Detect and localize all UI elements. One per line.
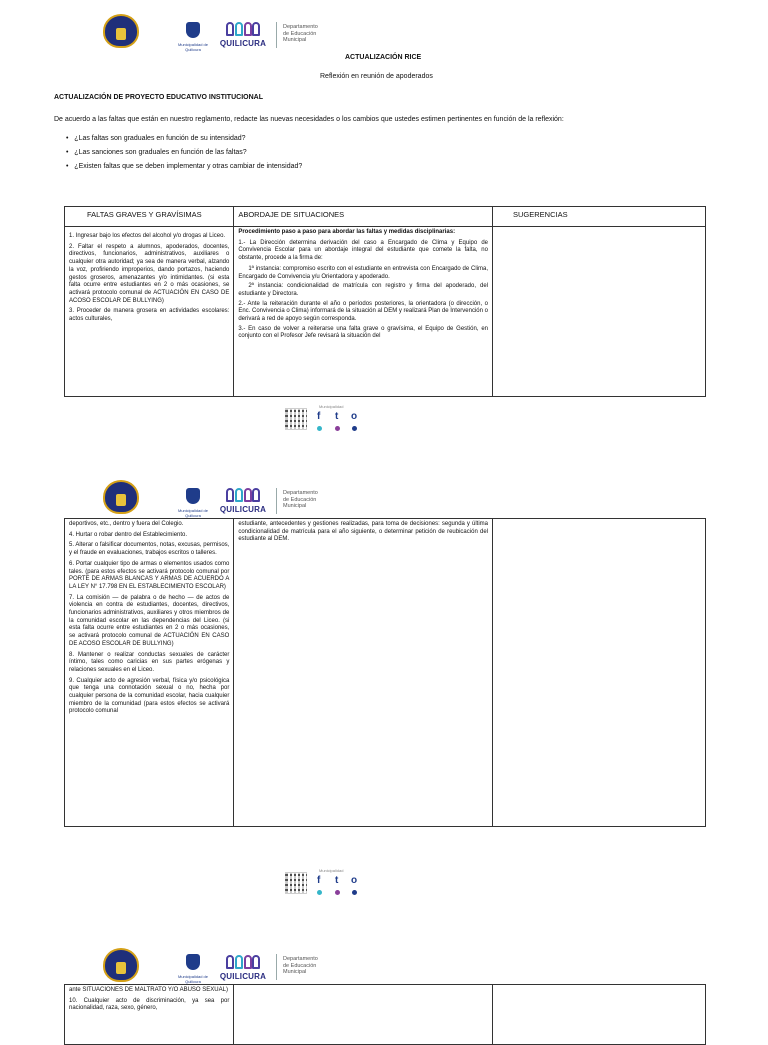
abordaje-cell: estudiante, antecedentes y gestiones realizadas, para toma de decisiones: segunda y última condicionalidad de matrícula para el año siguiente, o determinar petición de reubicación del estudiante al DEM. [234,519,493,827]
quilicura-name: QUILICURA [219,972,267,981]
municipality-logo [176,488,210,522]
table-header-row [65,207,706,227]
header-divider [276,954,277,980]
quilicura-logo [218,20,268,54]
municipality-logo [176,954,210,988]
header-divider [276,488,277,514]
twitter-icon[interactable]: t [335,411,339,422]
list-item: • ¿Las sanciones son graduales en función de las faltas? [66,149,247,156]
rice-table-page-3 [64,984,706,1045]
quilicura-figures-icon [226,486,260,504]
sugerencias-cell[interactable] [493,227,706,397]
page-header [0,948,768,988]
page-header [0,480,768,520]
footer-dot [317,426,322,431]
facebook-icon[interactable]: f [317,411,321,422]
quilicura-name: QUILICURA [219,505,267,514]
instagram-icon[interactable]: o [351,875,358,886]
school-crest-logo [103,948,139,982]
rice-table-page-2 [64,518,706,827]
faltas-cell: deportivos, etc., dentro y fuera del Colegio. 4. Hurtar o robar dentro del Establecimiento. 5. Alterar o falsificar documentos, notas, excusas, permisos, y el fraude en evaluaciones, trabajos escritos o talleres. 6. Portar cualquier tipo de armas o elementos usados como tales. (para estos efectos se activará protocolo comunal por PORTE DE ARMAS BLANCAS Y ARMAS DE ACUERDO A LA LEY N° 17.798 EN EL ESTABLECIMIENTO ESCOLAR) 7. La comisión — de palabra o de hecho — de actos de violencia en contra de estudiantes, docentes, directivos, funcionarios administrativos, auxiliares y otros miembros de la comunidad escolar en las dependencias del Liceo. (si esta falta ocurre entre estudiantes en 2 o más ocasiones, se activará protocolo comunal de ACTUACIÓN EN CASO DE ACOSO ESCOLAR DE BULLYING) 8. Mantener o realizar conductas sexuales de carácter íntimo, tales como caricias en sus partes erógenas y relaciones sexuales en el Liceo. 9. Cualquier acto de agresión verbal, física y/o psicológica que tenga una connotación sexual o no, hecha por cualquier persona de la comunidad escolar, hacia cualquier miembro de la comunidad (para estos efectos se activará protocolo comunal [65,519,234,827]
list-item: • ¿Existen faltas que se deben implementar y otras cambiar de intensidad? [66,163,303,170]
footer-dot [352,890,357,895]
faltas-cell: ante SITUACIONES DE MALTRATO Y/O ABUSO SEXUAL) 10. Cualquier acto de discriminación, ya sea por nacionalidad, raza, sexo, género, [65,985,234,1045]
municipality-shield-icon [186,488,200,504]
page-footer [285,868,365,898]
page-3 [0,940,768,1024]
list-item: • ¿Las faltas son graduales en función de su intensidad? [66,135,246,142]
sugerencias-cell[interactable] [493,519,706,827]
page-footer [285,404,365,434]
document-subtitle: Reflexión en reunión de apoderados [320,73,433,80]
page-header [0,14,768,54]
header-sugerencias: SUGERENCIAS [493,207,706,227]
intro-text: De acuerdo a las faltas que están en nuestro reglamento, redacte las nuevas necesidades o los cambios que ustedes estimen pertinentes en función de la reflexión: [54,116,564,123]
quilicura-logo [218,953,268,987]
table-row [65,985,706,1045]
municipality-text: Municipalidad de Quilicura [177,974,209,984]
footer-label: Municipalidad [319,404,344,409]
municipality-shield-icon [186,22,200,38]
faltas-cell: 1. Ingresar bajo los efectos del alcohol y/o drogas al Liceo. 2. Faltar el respeto a alumnos, apoderados, docentes, directivos, funcionarios, administrativos, auxiliares o cualquier otra autoridad; ya sea de manera verbal, alzando la voz, profiriendo improperios, dando portazos, haciendo gestos groseros, amenazantes y/o intimidantes. (si esta falta ocurre entre estudiantes en 2 o más ocasiones, se activará protocolo comunal de ACTUACIÓN EN CASO DE ACOSO ESCOLAR DE BULLYING) 3. Proceder de manera grosera en actividades escolares: actos culturales, [65,227,234,397]
header-divider [276,22,277,48]
facebook-icon[interactable]: f [317,875,321,886]
department-label: Departamento de Educación Municipal [283,490,318,509]
twitter-icon[interactable]: t [335,875,339,886]
table-row [65,227,706,397]
footer-dot [335,890,340,895]
table-row [65,519,706,827]
municipality-text: Municipalidad de Quilicura [177,42,209,52]
footer-label: Municipalidad [319,868,344,873]
quilicura-name: QUILICURA [219,39,267,48]
abordaje-cell: Procedimiento paso a paso para abordar las faltas y medidas disciplinarias: 1.- La Dirección determina derivación del caso a Encargado de Clima y Equipo de Convivencia Escolar para un abordaje integral del estudiante que comete la falta, no obstante, procede a la firma de: 1ª instancia: compromiso escrito con el estudiante en entrevista con Encargado de Clima, Encargado de Convivencia y/u Orientadora y apoderado. 2ª instancia: condicionalidad de matrícula con registro y firma del apoderado, del estudiante y Directora. 2.- Ante la reiteración durante el año o períodos posteriores, la orientadora (o dirección, o Enc. Convivencia o Clima) informará de la situación al DEM y realizará Plan de Intervención o derivará a red de apoyo según corresponda. 3.- En caso de volver a reiterarse una falta grave o gravísima, el Equipo de Gestión, en conjunto con el Profesor Jefe revisará la situación del [234,227,493,397]
question-list [66,134,302,171]
quilicura-figures-icon [226,953,260,971]
department-label: Departamento de Educación Municipal [283,956,318,975]
footer-dot [335,426,340,431]
header-abordaje: ABORDAJE DE SITUACIONES [234,207,493,227]
footer-dot [352,426,357,431]
municipality-logo [176,22,210,56]
page-2 [0,470,768,910]
school-crest-logo [103,14,139,48]
rice-table-page-1 [64,206,706,397]
sugerencias-cell[interactable] [493,985,706,1045]
department-label: Departamento de Educación Municipal [283,24,318,43]
quilicura-logo [218,486,268,520]
document-title: ACTUALIZACIÓN RICE [345,54,422,61]
quilicura-figures-icon [226,20,260,38]
abordaje-cell [234,985,493,1045]
footer-dot [317,890,322,895]
page-1 [0,0,768,440]
municipality-shield-icon [186,954,200,970]
instagram-icon[interactable]: o [351,411,358,422]
school-crest-logo [103,480,139,514]
section-title: ACTUALIZACIÓN DE PROYECTO EDUCATIVO INSTITUCIONAL [54,94,263,101]
header-faltas: FALTAS GRAVES Y GRAVÍSIMAS [65,207,234,227]
municipality-text: Municipalidad de Quilicura [177,508,209,518]
